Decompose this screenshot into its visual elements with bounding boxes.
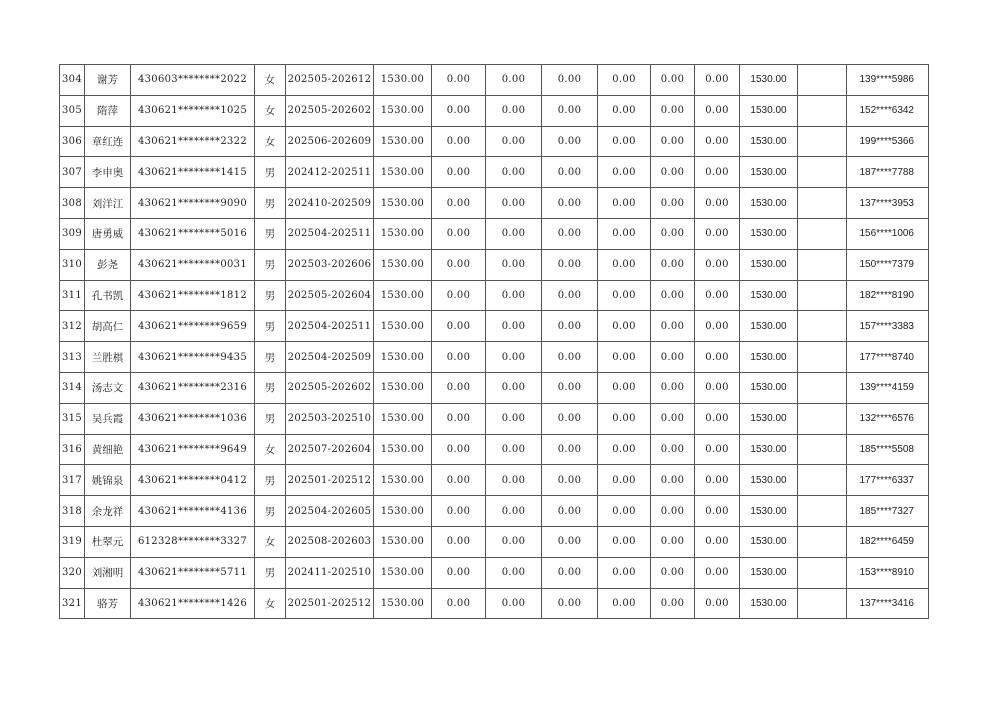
cell-col-1: 0.00 xyxy=(432,588,486,619)
cell-id-number: 612328********3327 xyxy=(131,526,255,557)
cell-col-4: 0.00 xyxy=(598,157,651,188)
cell-gender: 男 xyxy=(255,311,286,342)
cell-name: 黄细艳 xyxy=(85,434,131,465)
cell-col-3: 0.00 xyxy=(542,311,598,342)
cell-amount: 1530.00 xyxy=(374,311,432,342)
cell-total: 1530.00 xyxy=(740,588,798,619)
cell-col-2: 0.00 xyxy=(486,496,542,527)
cell-name: 李申奥 xyxy=(85,157,131,188)
cell-period: 202506-202609 xyxy=(286,126,374,157)
cell-col-5: 0.00 xyxy=(651,95,695,126)
cell-name: 章红连 xyxy=(85,126,131,157)
cell-total: 1530.00 xyxy=(740,249,798,280)
cell-gender: 男 xyxy=(255,496,286,527)
cell-index: 304 xyxy=(60,65,85,96)
cell-id-number: 430621********5711 xyxy=(131,557,255,588)
table-row xyxy=(60,311,929,342)
cell-id-number: 430621********2316 xyxy=(131,372,255,403)
cell-name: 孔书凯 xyxy=(85,280,131,311)
cell-col-6: 0.00 xyxy=(695,403,740,434)
cell-id-number: 430621********0412 xyxy=(131,465,255,496)
cell-total: 1530.00 xyxy=(740,188,798,219)
table-row xyxy=(60,434,929,465)
cell-col-4: 0.00 xyxy=(598,65,651,96)
cell-period: 202412-202511 xyxy=(286,157,374,188)
cell-remark xyxy=(798,218,847,249)
cell-remark xyxy=(798,126,847,157)
cell-amount: 1530.00 xyxy=(374,465,432,496)
cell-index: 308 xyxy=(60,188,85,219)
table-row xyxy=(60,157,929,188)
cell-total: 1530.00 xyxy=(740,496,798,527)
cell-phone: 177****6337 xyxy=(847,465,929,496)
cell-total: 1530.00 xyxy=(740,342,798,373)
cell-total: 1530.00 xyxy=(740,372,798,403)
cell-col-5: 0.00 xyxy=(651,249,695,280)
cell-name: 姚锦泉 xyxy=(85,465,131,496)
table-row xyxy=(60,95,929,126)
cell-col-4: 0.00 xyxy=(598,434,651,465)
cell-phone: 187****7788 xyxy=(847,157,929,188)
cell-amount: 1530.00 xyxy=(374,434,432,465)
cell-col-6: 0.00 xyxy=(695,280,740,311)
cell-col-1: 0.00 xyxy=(432,526,486,557)
cell-remark xyxy=(798,496,847,527)
cell-phone: 182****8190 xyxy=(847,280,929,311)
cell-index: 311 xyxy=(60,280,85,311)
cell-col-2: 0.00 xyxy=(486,126,542,157)
cell-amount: 1530.00 xyxy=(374,588,432,619)
cell-phone: 156****1006 xyxy=(847,218,929,249)
cell-col-3: 0.00 xyxy=(542,280,598,311)
cell-col-6: 0.00 xyxy=(695,157,740,188)
cell-phone: 139****5986 xyxy=(847,65,929,96)
cell-col-1: 0.00 xyxy=(432,188,486,219)
cell-col-4: 0.00 xyxy=(598,311,651,342)
cell-remark xyxy=(798,403,847,434)
cell-gender: 男 xyxy=(255,157,286,188)
cell-amount: 1530.00 xyxy=(374,218,432,249)
cell-col-3: 0.00 xyxy=(542,526,598,557)
cell-col-6: 0.00 xyxy=(695,342,740,373)
cell-remark xyxy=(798,342,847,373)
cell-total: 1530.00 xyxy=(740,557,798,588)
cell-col-4: 0.00 xyxy=(598,280,651,311)
cell-col-1: 0.00 xyxy=(432,95,486,126)
cell-col-4: 0.00 xyxy=(598,588,651,619)
cell-col-6: 0.00 xyxy=(695,496,740,527)
cell-col-1: 0.00 xyxy=(432,465,486,496)
cell-name: 唐勇威 xyxy=(85,218,131,249)
cell-gender: 男 xyxy=(255,372,286,403)
cell-amount: 1530.00 xyxy=(374,188,432,219)
cell-col-3: 0.00 xyxy=(542,188,598,219)
cell-total: 1530.00 xyxy=(740,403,798,434)
cell-col-5: 0.00 xyxy=(651,157,695,188)
cell-index: 315 xyxy=(60,403,85,434)
cell-col-1: 0.00 xyxy=(432,496,486,527)
cell-col-1: 0.00 xyxy=(432,280,486,311)
cell-col-3: 0.00 xyxy=(542,342,598,373)
cell-remark xyxy=(798,65,847,96)
cell-col-6: 0.00 xyxy=(695,526,740,557)
cell-col-5: 0.00 xyxy=(651,557,695,588)
cell-col-2: 0.00 xyxy=(486,249,542,280)
cell-col-2: 0.00 xyxy=(486,65,542,96)
cell-id-number: 430603********2022 xyxy=(131,65,255,96)
cell-col-2: 0.00 xyxy=(486,434,542,465)
table-row xyxy=(60,342,929,373)
cell-col-1: 0.00 xyxy=(432,157,486,188)
cell-col-4: 0.00 xyxy=(598,188,651,219)
cell-phone: 157****3383 xyxy=(847,311,929,342)
cell-period: 202508-202603 xyxy=(286,526,374,557)
cell-period: 202505-202612 xyxy=(286,65,374,96)
cell-amount: 1530.00 xyxy=(374,557,432,588)
cell-index: 313 xyxy=(60,342,85,373)
cell-col-4: 0.00 xyxy=(598,126,651,157)
cell-col-4: 0.00 xyxy=(598,249,651,280)
cell-period: 202505-202604 xyxy=(286,280,374,311)
cell-col-1: 0.00 xyxy=(432,342,486,373)
cell-col-1: 0.00 xyxy=(432,434,486,465)
cell-col-6: 0.00 xyxy=(695,434,740,465)
cell-phone: 177****8740 xyxy=(847,342,929,373)
cell-name: 谢芳 xyxy=(85,65,131,96)
table-body xyxy=(60,65,929,619)
cell-phone: 152****6342 xyxy=(847,95,929,126)
cell-remark xyxy=(798,157,847,188)
cell-total: 1530.00 xyxy=(740,434,798,465)
cell-col-6: 0.00 xyxy=(695,249,740,280)
cell-col-2: 0.00 xyxy=(486,372,542,403)
cell-name: 胡高仁 xyxy=(85,311,131,342)
cell-col-1: 0.00 xyxy=(432,249,486,280)
cell-col-3: 0.00 xyxy=(542,434,598,465)
cell-amount: 1530.00 xyxy=(374,126,432,157)
cell-index: 310 xyxy=(60,249,85,280)
cell-col-4: 0.00 xyxy=(598,557,651,588)
cell-id-number: 430621********1025 xyxy=(131,95,255,126)
cell-col-5: 0.00 xyxy=(651,403,695,434)
cell-gender: 男 xyxy=(255,557,286,588)
cell-col-3: 0.00 xyxy=(542,157,598,188)
cell-col-6: 0.00 xyxy=(695,188,740,219)
cell-col-3: 0.00 xyxy=(542,218,598,249)
cell-id-number: 430621********9090 xyxy=(131,188,255,219)
cell-index: 305 xyxy=(60,95,85,126)
cell-phone: 153****8910 xyxy=(847,557,929,588)
cell-remark xyxy=(798,95,847,126)
cell-col-6: 0.00 xyxy=(695,126,740,157)
cell-remark xyxy=(798,372,847,403)
cell-amount: 1530.00 xyxy=(374,65,432,96)
cell-col-2: 0.00 xyxy=(486,157,542,188)
cell-name: 吴兵霞 xyxy=(85,403,131,434)
cell-col-2: 0.00 xyxy=(486,526,542,557)
cell-col-1: 0.00 xyxy=(432,65,486,96)
cell-col-4: 0.00 xyxy=(598,496,651,527)
cell-col-3: 0.00 xyxy=(542,65,598,96)
cell-col-6: 0.00 xyxy=(695,372,740,403)
cell-remark xyxy=(798,280,847,311)
cell-col-5: 0.00 xyxy=(651,126,695,157)
cell-col-4: 0.00 xyxy=(598,95,651,126)
cell-gender: 男 xyxy=(255,342,286,373)
cell-period: 202503-202606 xyxy=(286,249,374,280)
cell-amount: 1530.00 xyxy=(374,496,432,527)
cell-col-2: 0.00 xyxy=(486,280,542,311)
cell-col-4: 0.00 xyxy=(598,342,651,373)
cell-index: 321 xyxy=(60,588,85,619)
cell-period: 202410-202509 xyxy=(286,188,374,219)
cell-remark xyxy=(798,434,847,465)
cell-col-5: 0.00 xyxy=(651,188,695,219)
cell-col-4: 0.00 xyxy=(598,465,651,496)
cell-remark xyxy=(798,188,847,219)
cell-name: 刘湘明 xyxy=(85,557,131,588)
cell-col-6: 0.00 xyxy=(695,557,740,588)
cell-id-number: 430621********2322 xyxy=(131,126,255,157)
cell-col-1: 0.00 xyxy=(432,403,486,434)
cell-id-number: 430621********9659 xyxy=(131,311,255,342)
cell-col-2: 0.00 xyxy=(486,557,542,588)
cell-phone: 199****5366 xyxy=(847,126,929,157)
cell-col-6: 0.00 xyxy=(695,65,740,96)
cell-index: 318 xyxy=(60,496,85,527)
cell-col-5: 0.00 xyxy=(651,280,695,311)
cell-period: 202504-202511 xyxy=(286,218,374,249)
cell-phone: 150****7379 xyxy=(847,249,929,280)
cell-phone: 137****3416 xyxy=(847,588,929,619)
cell-col-5: 0.00 xyxy=(651,342,695,373)
cell-col-3: 0.00 xyxy=(542,372,598,403)
cell-period: 202505-202602 xyxy=(286,372,374,403)
cell-gender: 女 xyxy=(255,434,286,465)
cell-period: 202501-202512 xyxy=(286,465,374,496)
cell-total: 1530.00 xyxy=(740,126,798,157)
cell-total: 1530.00 xyxy=(740,218,798,249)
cell-col-6: 0.00 xyxy=(695,465,740,496)
cell-col-5: 0.00 xyxy=(651,434,695,465)
table-row xyxy=(60,403,929,434)
table-row xyxy=(60,126,929,157)
cell-gender: 男 xyxy=(255,218,286,249)
cell-col-4: 0.00 xyxy=(598,372,651,403)
cell-col-3: 0.00 xyxy=(542,95,598,126)
cell-remark xyxy=(798,588,847,619)
cell-col-1: 0.00 xyxy=(432,372,486,403)
cell-col-5: 0.00 xyxy=(651,465,695,496)
cell-index: 307 xyxy=(60,157,85,188)
table-row xyxy=(60,65,929,96)
cell-id-number: 430621********1812 xyxy=(131,280,255,311)
cell-remark xyxy=(798,557,847,588)
cell-amount: 1530.00 xyxy=(374,280,432,311)
cell-index: 320 xyxy=(60,557,85,588)
cell-total: 1530.00 xyxy=(740,65,798,96)
table-row xyxy=(60,557,929,588)
cell-total: 1530.00 xyxy=(740,95,798,126)
cell-id-number: 430621********4136 xyxy=(131,496,255,527)
cell-total: 1530.00 xyxy=(740,465,798,496)
cell-index: 319 xyxy=(60,526,85,557)
cell-phone: 182****6459 xyxy=(847,526,929,557)
cell-col-3: 0.00 xyxy=(542,557,598,588)
cell-col-2: 0.00 xyxy=(486,342,542,373)
cell-name: 骆芳 xyxy=(85,588,131,619)
cell-period: 202411-202510 xyxy=(286,557,374,588)
cell-gender: 女 xyxy=(255,526,286,557)
cell-total: 1530.00 xyxy=(740,280,798,311)
cell-index: 306 xyxy=(60,126,85,157)
cell-col-3: 0.00 xyxy=(542,126,598,157)
table-row xyxy=(60,280,929,311)
cell-total: 1530.00 xyxy=(740,157,798,188)
cell-col-2: 0.00 xyxy=(486,218,542,249)
cell-col-1: 0.00 xyxy=(432,311,486,342)
cell-col-6: 0.00 xyxy=(695,218,740,249)
cell-name: 兰胜棋 xyxy=(85,342,131,373)
cell-id-number: 430621********5016 xyxy=(131,218,255,249)
cell-index: 309 xyxy=(60,218,85,249)
cell-index: 314 xyxy=(60,372,85,403)
cell-phone: 137****3953 xyxy=(847,188,929,219)
cell-phone: 132****6576 xyxy=(847,403,929,434)
table-row xyxy=(60,588,929,619)
cell-period: 202501-202512 xyxy=(286,588,374,619)
cell-period: 202504-202511 xyxy=(286,311,374,342)
cell-col-5: 0.00 xyxy=(651,526,695,557)
cell-col-5: 0.00 xyxy=(651,65,695,96)
cell-total: 1530.00 xyxy=(740,526,798,557)
cell-period: 202504-202605 xyxy=(286,496,374,527)
cell-col-6: 0.00 xyxy=(695,311,740,342)
cell-col-2: 0.00 xyxy=(486,95,542,126)
cell-amount: 1530.00 xyxy=(374,372,432,403)
cell-remark xyxy=(798,249,847,280)
cell-amount: 1530.00 xyxy=(374,249,432,280)
cell-name: 彭尧 xyxy=(85,249,131,280)
cell-col-6: 0.00 xyxy=(695,95,740,126)
cell-gender: 男 xyxy=(255,249,286,280)
cell-index: 316 xyxy=(60,434,85,465)
cell-period: 202505-202602 xyxy=(286,95,374,126)
table-row xyxy=(60,465,929,496)
cell-gender: 女 xyxy=(255,126,286,157)
cell-amount: 1530.00 xyxy=(374,95,432,126)
table-row xyxy=(60,526,929,557)
cell-amount: 1530.00 xyxy=(374,342,432,373)
cell-col-4: 0.00 xyxy=(598,403,651,434)
table-row xyxy=(60,372,929,403)
cell-col-5: 0.00 xyxy=(651,496,695,527)
cell-col-4: 0.00 xyxy=(598,218,651,249)
table-row xyxy=(60,188,929,219)
cell-gender: 男 xyxy=(255,403,286,434)
cell-col-5: 0.00 xyxy=(651,372,695,403)
cell-name: 杜翠元 xyxy=(85,526,131,557)
cell-amount: 1530.00 xyxy=(374,526,432,557)
cell-gender: 男 xyxy=(255,465,286,496)
cell-id-number: 430621********9435 xyxy=(131,342,255,373)
cell-index: 312 xyxy=(60,311,85,342)
cell-col-5: 0.00 xyxy=(651,588,695,619)
cell-col-2: 0.00 xyxy=(486,588,542,619)
cell-phone: 185****5508 xyxy=(847,434,929,465)
cell-gender: 女 xyxy=(255,588,286,619)
cell-col-2: 0.00 xyxy=(486,188,542,219)
cell-id-number: 430621********1426 xyxy=(131,588,255,619)
cell-amount: 1530.00 xyxy=(374,157,432,188)
cell-name: 汤志文 xyxy=(85,372,131,403)
table-row xyxy=(60,496,929,527)
cell-col-3: 0.00 xyxy=(542,465,598,496)
table-row xyxy=(60,249,929,280)
cell-col-3: 0.00 xyxy=(542,249,598,280)
cell-col-4: 0.00 xyxy=(598,526,651,557)
cell-col-1: 0.00 xyxy=(432,557,486,588)
cell-gender: 女 xyxy=(255,65,286,96)
cell-col-3: 0.00 xyxy=(542,403,598,434)
cell-index: 317 xyxy=(60,465,85,496)
cell-period: 202503-202510 xyxy=(286,403,374,434)
cell-gender: 女 xyxy=(255,95,286,126)
cell-name: 余龙祥 xyxy=(85,496,131,527)
cell-id-number: 430621********1036 xyxy=(131,403,255,434)
cell-col-3: 0.00 xyxy=(542,588,598,619)
cell-col-3: 0.00 xyxy=(542,496,598,527)
cell-name: 刘洋江 xyxy=(85,188,131,219)
cell-total: 1530.00 xyxy=(740,311,798,342)
cell-gender: 男 xyxy=(255,280,286,311)
cell-remark xyxy=(798,526,847,557)
cell-id-number: 430621********1415 xyxy=(131,157,255,188)
cell-col-2: 0.00 xyxy=(486,311,542,342)
cell-col-2: 0.00 xyxy=(486,465,542,496)
cell-col-1: 0.00 xyxy=(432,126,486,157)
cell-amount: 1530.00 xyxy=(374,403,432,434)
cell-remark xyxy=(798,311,847,342)
cell-period: 202507-202604 xyxy=(286,434,374,465)
table-row xyxy=(60,218,929,249)
cell-name: 隋萍 xyxy=(85,95,131,126)
cell-col-6: 0.00 xyxy=(695,588,740,619)
cell-remark xyxy=(798,465,847,496)
cell-gender: 男 xyxy=(255,188,286,219)
subsidy-table xyxy=(59,64,929,619)
cell-col-1: 0.00 xyxy=(432,218,486,249)
cell-col-5: 0.00 xyxy=(651,311,695,342)
cell-col-2: 0.00 xyxy=(486,403,542,434)
cell-col-5: 0.00 xyxy=(651,218,695,249)
cell-phone: 139****4159 xyxy=(847,372,929,403)
cell-period: 202504-202509 xyxy=(286,342,374,373)
cell-id-number: 430621********0031 xyxy=(131,249,255,280)
cell-phone: 185****7327 xyxy=(847,496,929,527)
cell-id-number: 430621********9649 xyxy=(131,434,255,465)
